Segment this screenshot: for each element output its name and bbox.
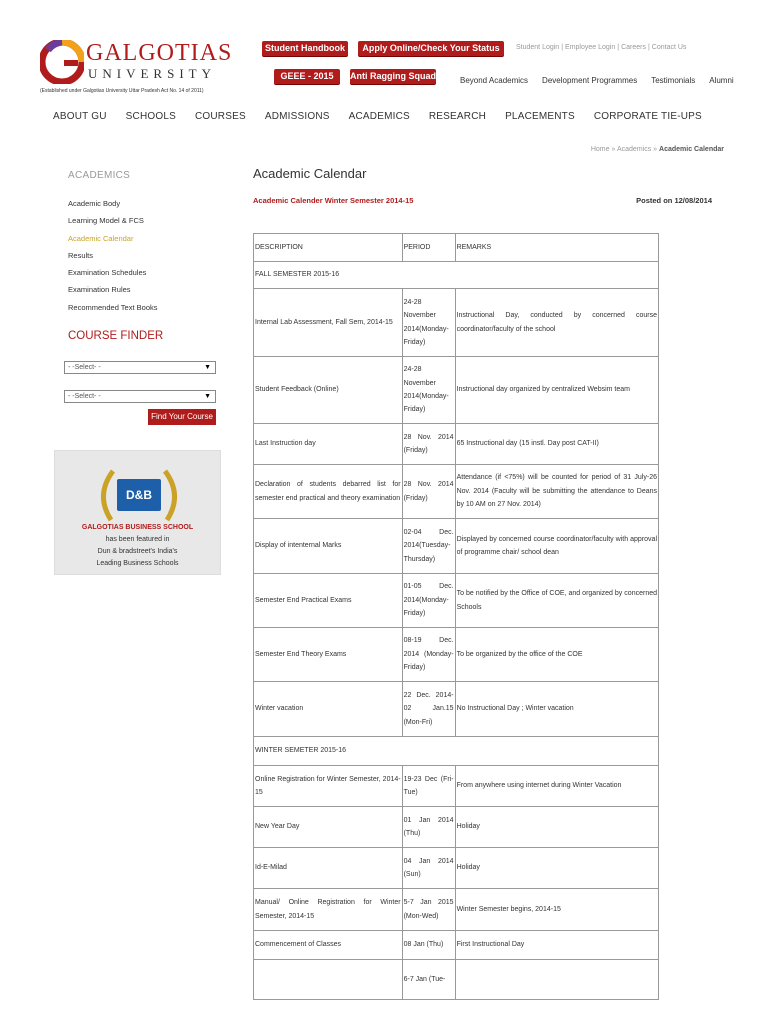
remarks-cell: Attendance (if <75%) will be counted for period of 31 July-26 Nov. 2014 (Faculty will be submitting the attendance to Deans by 10 AM on 27 Nov. 2014)	[455, 465, 658, 519]
geee-2015-button[interactable]: GEEE - 2015	[274, 69, 340, 84]
sidebar-item-examination-schedules[interactable]: Examination Schedules	[68, 268, 147, 278]
period-cell: 6-7 Jan (Tue-	[402, 960, 455, 1000]
breadcrumb-home[interactable]: Home	[590, 146, 610, 153]
sidebar-item-results[interactable]: Results	[68, 250, 94, 260]
course-finder-heading: COURSE FINDER	[68, 330, 164, 342]
page-title: Academic Calendar	[253, 166, 367, 181]
academic-calendar-table	[253, 233, 659, 1000]
description-cell: Semester End Practical Exams	[254, 574, 403, 628]
employee-login-link[interactable]: Employee Login	[565, 44, 616, 51]
table-row	[254, 628, 659, 682]
nav-schools[interactable]: SCHOOLS	[125, 111, 176, 122]
remarks-cell: To be notified by the Office of COE, and organized by concerned Schools	[455, 574, 658, 628]
section-title: FALL SEMESTER 2015-16	[254, 262, 659, 289]
description-cell: Winter vacation	[254, 682, 403, 737]
section-row	[254, 737, 659, 766]
find-your-course-button[interactable]: Find Your Course	[148, 409, 216, 425]
period-cell: 04 Jan 2014 (Sun)	[402, 848, 455, 889]
period-cell: 5-7 Jan 2015 (Mon-Wed)	[402, 889, 455, 931]
sidebar-item-academic-calendar[interactable]: Academic Calendar	[68, 233, 134, 243]
description-cell: Commencement of Classes	[254, 931, 403, 960]
description-cell: Internal Lab Assessment, Fall Sem, 2014-15	[254, 289, 403, 357]
table-row	[254, 766, 659, 807]
column-header: REMARKS	[455, 234, 658, 262]
description-cell: Last Instruction day	[254, 424, 403, 465]
column-header: DESCRIPTION	[254, 234, 403, 262]
sidebar-item-recommended-text-books[interactable]: Recommended Text Books	[68, 302, 158, 312]
course-select-1[interactable]: - -Select- - ▼	[64, 361, 216, 374]
course-select-2[interactable]: - -Select- - ▼	[64, 390, 216, 403]
period-cell: 01 Jan 2014 (Thu)	[402, 807, 455, 848]
careers-link[interactable]: Careers	[621, 44, 646, 51]
dropdown-arrow-icon: ▼	[204, 393, 211, 400]
galgotias-emblem-icon	[40, 40, 84, 84]
remarks-cell: To be organized by the office of the COE	[455, 628, 658, 682]
sidebar-heading: ACADEMICS	[68, 170, 131, 181]
remarks-cell: Displayed by concerned course coordinator/faculty with approval of programme chair/ school dean	[455, 519, 658, 574]
nav-corporate-tie-ups[interactable]: CORPORATE TIE-UPS	[593, 111, 702, 122]
section-row	[254, 262, 659, 289]
description-cell: Display of intenternal Marks	[254, 519, 403, 574]
anti-ragging-button[interactable]: Anti Ragging Squad	[350, 69, 436, 84]
nav-placements[interactable]: PLACEMENTS	[505, 111, 575, 122]
brand-sub: UNIVERSITY	[88, 66, 216, 81]
description-cell: Online Registration for Winter Semester, 2014-15	[254, 766, 403, 807]
student-handbook-button[interactable]: Student Handbook	[262, 41, 348, 56]
table-row	[254, 960, 659, 1000]
posted-date: Posted on 12/08/2014	[636, 196, 712, 205]
main-nav	[53, 111, 721, 122]
remarks-cell: Instructional day organized by centralized Websim team	[455, 357, 658, 424]
breadcrumb-academics[interactable]: Academics	[616, 146, 652, 153]
dropdown-arrow-icon: ▼	[204, 364, 211, 371]
remarks-cell	[455, 960, 658, 1000]
description-cell: Declaration of students debarred list for semester end practical and theory examination	[254, 465, 403, 519]
secondary-nav	[460, 76, 748, 85]
apply-online-button[interactable]: Apply Online/Check Your Status	[358, 41, 504, 56]
student-login-link[interactable]: Student Login	[516, 44, 560, 51]
nav-development-programmes[interactable]: Development Programmes	[542, 76, 638, 85]
nav-courses[interactable]: COURSES	[194, 111, 246, 122]
table-row	[254, 931, 659, 960]
table-row	[254, 574, 659, 628]
dnb-logo: D&B	[117, 479, 161, 511]
table-row	[254, 289, 659, 357]
remarks-cell: Winter Semester begins, 2014-15	[455, 889, 658, 931]
remarks-cell: Holiday	[455, 848, 658, 889]
nav-testimonials[interactable]: Testimonials	[651, 76, 696, 85]
sidebar-menu	[68, 198, 158, 319]
table-row	[254, 465, 659, 519]
period-cell: 01-05 Dec. 2014(Monday-Friday)	[402, 574, 455, 628]
period-cell: 24-28 November 2014(Monday-Friday)	[402, 357, 455, 424]
nav-academics[interactable]: ACADEMICS	[348, 111, 410, 122]
table-header-row	[254, 234, 659, 262]
remarks-cell: From anywhere using internet during Winter Vacation	[455, 766, 658, 807]
sidebar-item-learning-model[interactable]: Learning Model & FCS	[68, 216, 144, 226]
description-cell: New Year Day	[254, 807, 403, 848]
nav-admissions[interactable]: ADMISSIONS	[264, 111, 330, 122]
period-cell: 22 Dec. 2014-02 Jan.15 (Mon-Fri)	[402, 682, 455, 737]
period-cell: 28 Nov. 2014 (Friday)	[402, 465, 455, 519]
period-cell: 02-04 Dec. 2014(Tuesday-Thursday)	[402, 519, 455, 574]
breadcrumb: Home » Academics » Academic Calendar	[590, 146, 724, 153]
sidebar-item-academic-body[interactable]: Academic Body	[68, 199, 121, 208]
table-row	[254, 889, 659, 931]
nav-beyond-academics[interactable]: Beyond Academics	[460, 76, 529, 85]
university-logo[interactable]	[38, 38, 233, 98]
description-cell	[254, 960, 403, 1000]
table-row	[254, 807, 659, 848]
table-row	[254, 682, 659, 737]
brand-name: GALGOTIAS	[86, 40, 233, 66]
established-note: (Established under Galgotias University Uttar Pradesh Act No. 14 of 2011)	[40, 88, 204, 94]
period-cell: 08 Jan (Thu)	[402, 931, 455, 960]
description-cell: Id-E-Milad	[254, 848, 403, 889]
remarks-cell: Holiday	[455, 807, 658, 848]
contact-us-link[interactable]: Contact Us	[651, 44, 687, 51]
remarks-cell: No Instructional Day ; Winter vacation	[455, 682, 658, 737]
dnb-feature-banner[interactable]: D&B GALGOTIAS BUSINESS SCHOOL has been featured in Dun & bradstreet's India's Leading Business Schools	[54, 450, 221, 575]
table-row	[254, 424, 659, 465]
nav-research[interactable]: RESEARCH	[428, 111, 487, 122]
column-header: PERIOD	[402, 234, 455, 262]
description-cell: Manual/ Online Registration for Winter Semester, 2014-15	[254, 889, 403, 931]
period-cell: 19-23 Dec (Fri-Tue)	[402, 766, 455, 807]
top-links: Student Login | Employee Login | Careers | Contact Us	[516, 44, 687, 51]
period-cell: 24-28 November 2014(Monday-Friday)	[402, 289, 455, 357]
remarks-cell: First Instructional Day	[455, 931, 658, 960]
nav-about-gu[interactable]: ABOUT GU	[53, 111, 107, 122]
breadcrumb-current: Academic Calendar	[659, 146, 724, 153]
remarks-cell: 65 Instructional day (15 instl. Day post CAT-II)	[455, 424, 658, 465]
table-row	[254, 357, 659, 424]
table-row	[254, 848, 659, 889]
remarks-cell: Instructional Day, conducted by concerned course coordinator/faculty of the school	[455, 289, 658, 357]
calendar-subtitle: Academic Calender Winter Semester 2014-15	[253, 196, 414, 205]
description-cell: Student Feedback (Online)	[254, 357, 403, 424]
period-cell: 08-19 Dec. 2014 (Monday-Friday)	[402, 628, 455, 682]
table-row	[254, 519, 659, 574]
period-cell: 28 Nov. 2014 (Friday)	[402, 424, 455, 465]
nav-alumni[interactable]: Alumni	[709, 76, 734, 85]
description-cell: Semester End Theory Exams	[254, 628, 403, 682]
sidebar-item-examination-rules[interactable]: Examination Rules	[68, 285, 131, 295]
section-title: WINTER SEMETER 2015-16	[254, 737, 659, 766]
